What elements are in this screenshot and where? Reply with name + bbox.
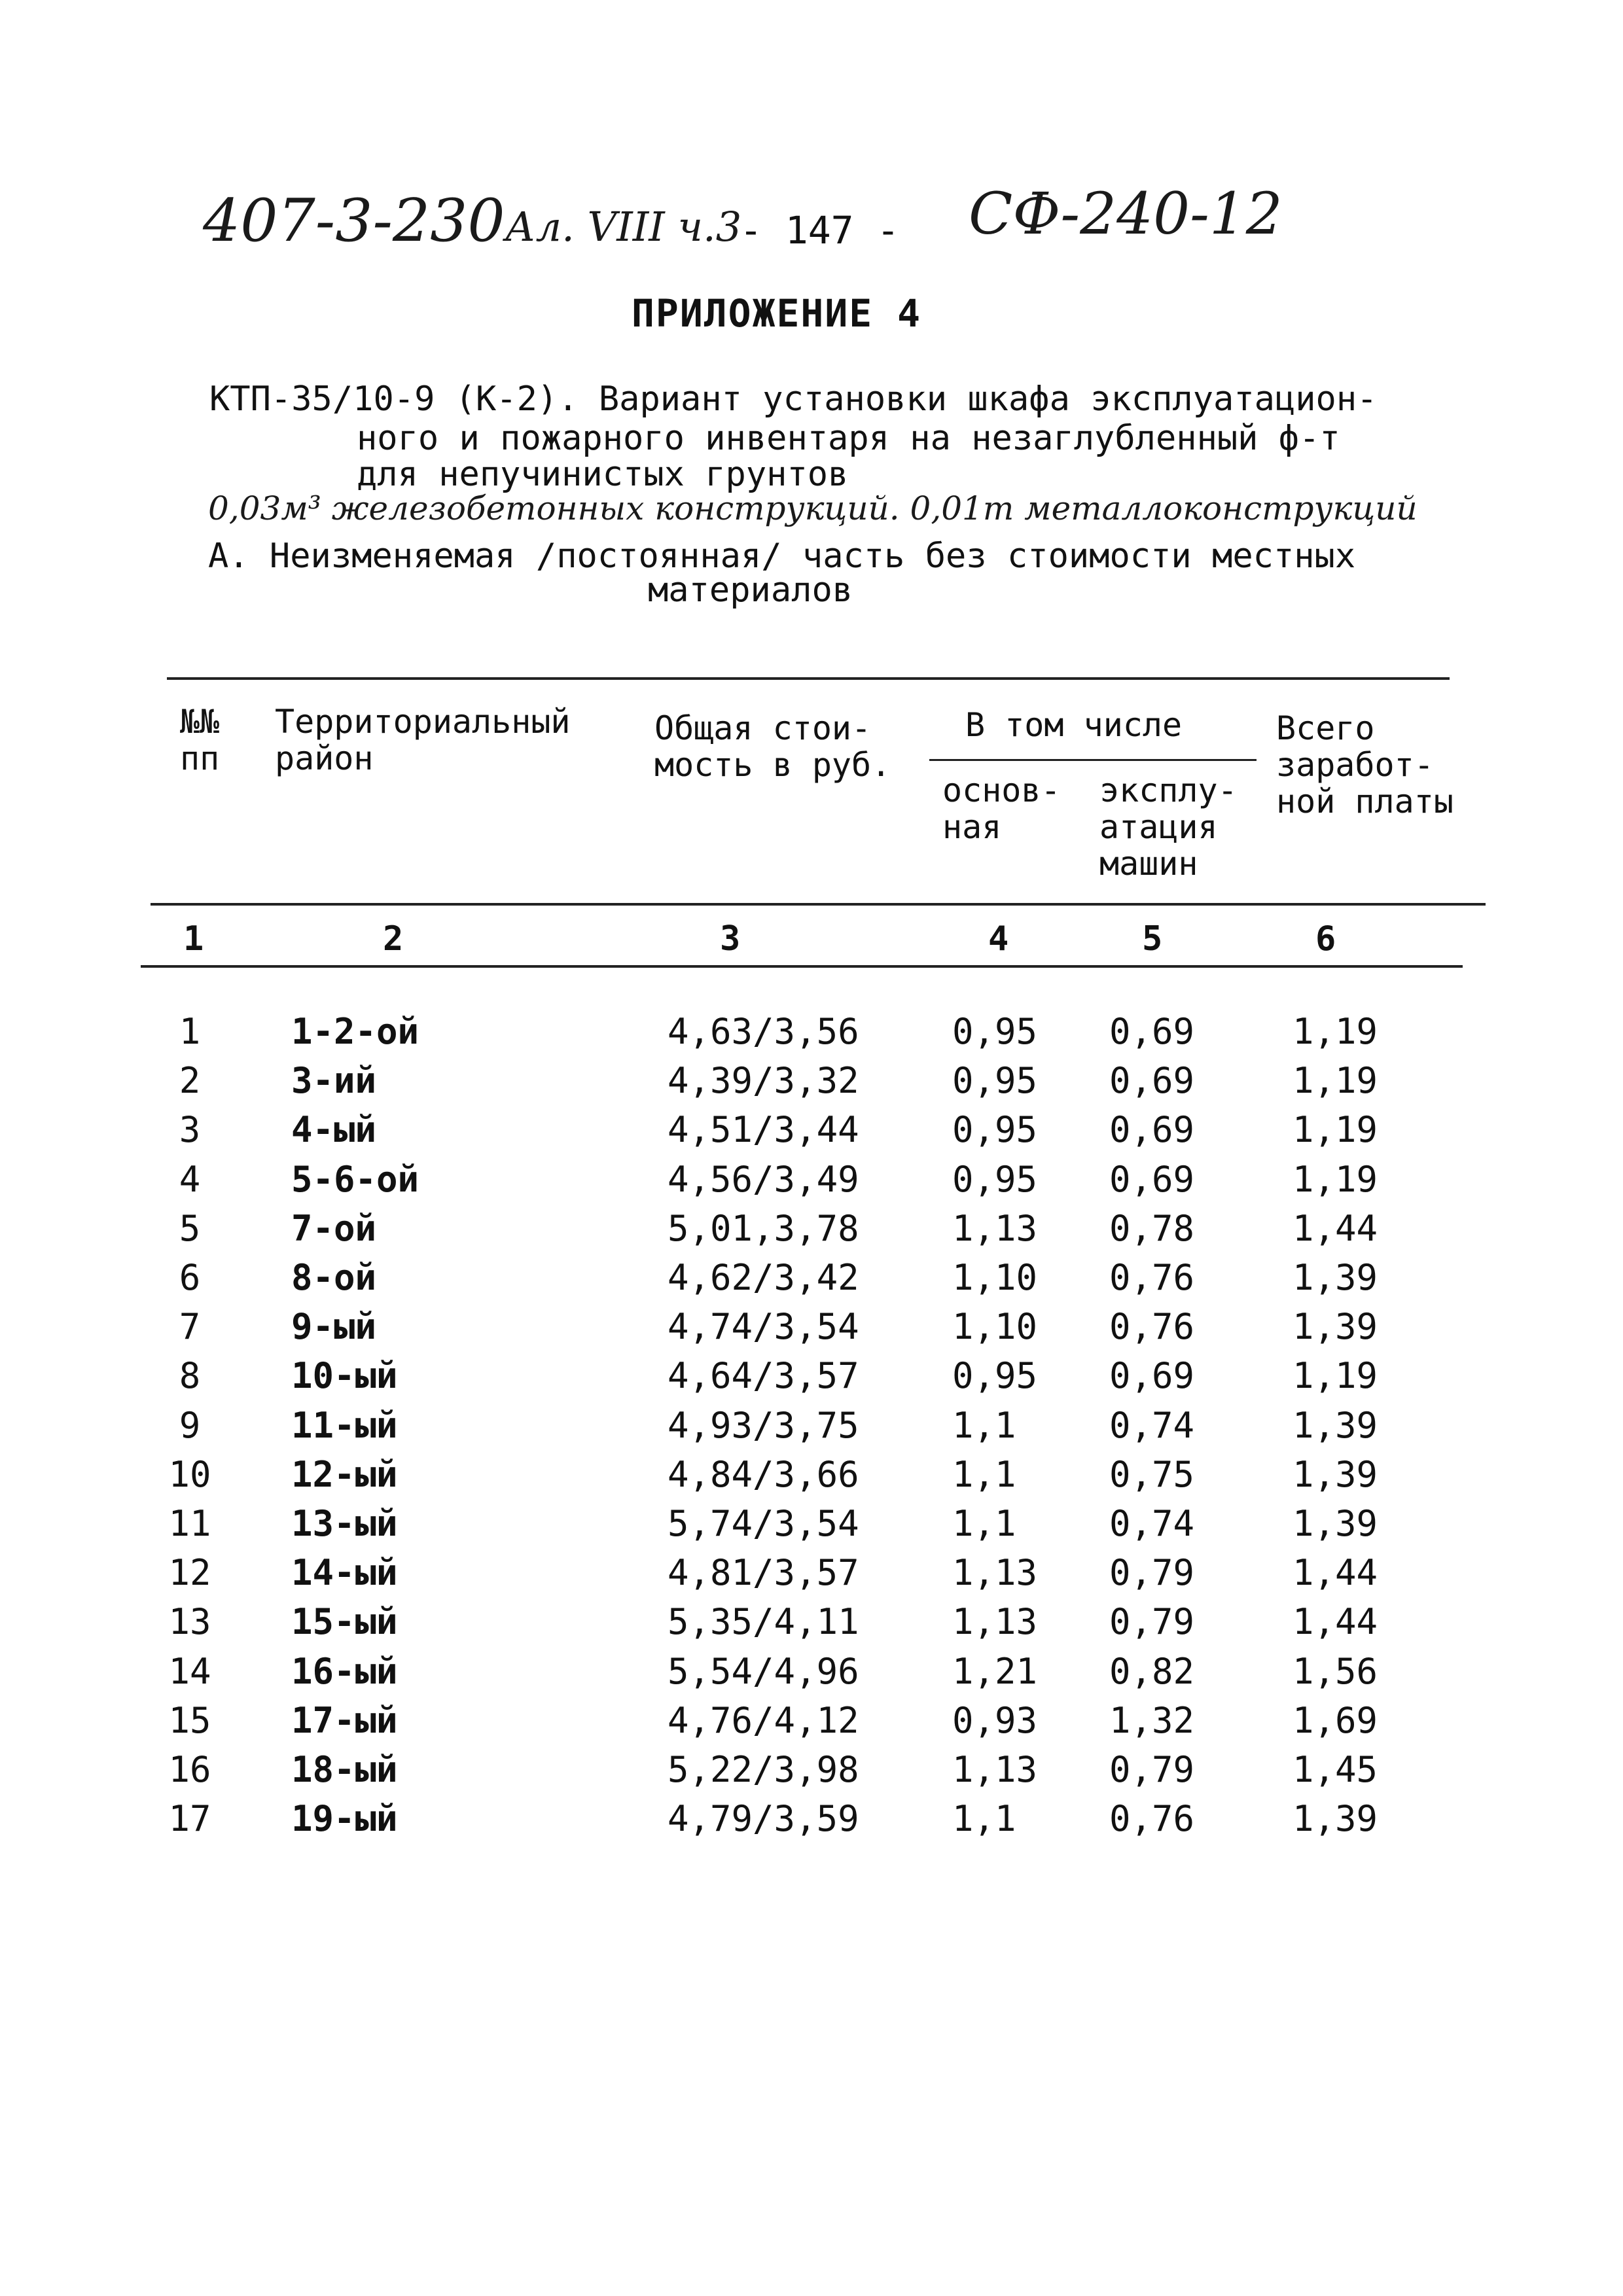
machines-cell: 0,69 [1109, 1159, 1195, 1200]
handwritten-note: 0,03м³ железобетонных конструкций. 0,01т металлоконструкций [208, 489, 1418, 527]
row-number: 5 [179, 1208, 201, 1249]
region-cell: 13-ый [291, 1503, 398, 1544]
region-cell: 15-ый [291, 1601, 398, 1642]
region-cell: 17-ый [291, 1700, 398, 1741]
machines-cell: 0,74 [1109, 1405, 1195, 1446]
main-cell: 1,13 [952, 1208, 1038, 1249]
table-top-rule [167, 677, 1450, 680]
row-number: 15 [168, 1700, 211, 1741]
wages-cell: 1,56 [1293, 1651, 1378, 1692]
total-cost-cell: 5,22/3,98 [668, 1749, 859, 1790]
main-cell: 1,10 [952, 1257, 1038, 1298]
wages-cell: 1,69 [1293, 1700, 1378, 1741]
row-number: 7 [179, 1306, 201, 1347]
machines-cell: 0,75 [1109, 1454, 1195, 1495]
machines-cell: 0,79 [1109, 1749, 1195, 1790]
row-number: 1 [179, 1011, 201, 1052]
main-cell: 0,93 [952, 1700, 1038, 1741]
column-number: 5 [1142, 919, 1163, 959]
header-wages: Всего заработ- ной платы [1276, 709, 1454, 821]
row-number: 12 [168, 1552, 211, 1593]
wages-cell: 1,44 [1293, 1601, 1378, 1642]
main-cell: 0,95 [952, 1109, 1038, 1150]
machines-cell: 0,78 [1109, 1208, 1195, 1249]
column-number: 1 [183, 919, 204, 959]
wages-cell: 1,19 [1293, 1011, 1378, 1052]
main-cell: 1,13 [952, 1749, 1038, 1790]
row-number: 6 [179, 1257, 201, 1298]
main-cell: 0,95 [952, 1355, 1038, 1396]
column-number: 4 [988, 919, 1009, 959]
machines-cell: 0,76 [1109, 1306, 1195, 1347]
machines-cell: 0,69 [1109, 1109, 1195, 1150]
total-cost-cell: 4,62/3,42 [668, 1257, 859, 1298]
row-number: 16 [168, 1749, 211, 1790]
document-code-sub: Ал. VIII ч.3 [505, 203, 742, 251]
region-cell: 7-ой [291, 1208, 377, 1249]
row-number: 10 [168, 1454, 211, 1495]
row-number: 9 [179, 1405, 201, 1446]
intro-line: КТП-35/10-9 (К-2). Вариант установки шкафа эксплуатацион- [209, 380, 1378, 419]
main-cell: 1,10 [952, 1306, 1038, 1347]
region-cell: 18-ый [291, 1749, 398, 1790]
total-cost-cell: 4,84/3,66 [668, 1454, 859, 1495]
region-cell: 16-ый [291, 1651, 398, 1692]
main-cell: 1,1 [952, 1405, 1016, 1446]
total-cost-cell: 4,93/3,75 [668, 1405, 859, 1446]
total-cost-cell: 5,74/3,54 [668, 1503, 859, 1544]
machines-cell: 0,82 [1109, 1651, 1195, 1692]
main-cell: 0,95 [952, 1060, 1038, 1101]
region-cell: 12-ый [291, 1454, 398, 1495]
appendix-title: ПРИЛОЖЕНИЕ 4 [632, 291, 922, 336]
total-cost-cell: 4,64/3,57 [668, 1355, 859, 1396]
machines-cell: 0,79 [1109, 1601, 1195, 1642]
wages-cell: 1,45 [1293, 1749, 1378, 1790]
region-cell: 9-ый [291, 1306, 377, 1347]
header-region: Территориальный район [275, 703, 571, 777]
table-colnum-rule [141, 965, 1463, 968]
total-cost-cell: 5,01,3,78 [668, 1208, 859, 1249]
wages-cell: 1,44 [1293, 1208, 1378, 1249]
column-number: 3 [720, 919, 741, 959]
machines-cell: 0,69 [1109, 1011, 1195, 1052]
wages-cell: 1,39 [1293, 1798, 1378, 1839]
row-number: 2 [179, 1060, 201, 1101]
total-cost-cell: 4,79/3,59 [668, 1798, 859, 1839]
region-cell: 1-2-ой [291, 1011, 419, 1052]
region-cell: 11-ый [291, 1405, 398, 1446]
wages-cell: 1,39 [1293, 1405, 1378, 1446]
row-number: 14 [168, 1651, 211, 1692]
row-number: 4 [179, 1159, 201, 1200]
header-total: Общая стои- мость в руб. [654, 709, 891, 784]
row-number: 13 [168, 1601, 211, 1642]
wages-cell: 1,19 [1293, 1060, 1378, 1101]
main-cell: 1,21 [952, 1651, 1038, 1692]
region-cell: 3-ий [291, 1060, 377, 1101]
wages-cell: 1,19 [1293, 1109, 1378, 1150]
machines-cell: 0,79 [1109, 1552, 1195, 1593]
table-group-rule [929, 759, 1257, 761]
main-cell: 1,1 [952, 1798, 1016, 1839]
total-cost-cell: 4,51/3,44 [668, 1109, 859, 1150]
wages-cell: 1,39 [1293, 1257, 1378, 1298]
main-cell: 0,95 [952, 1159, 1038, 1200]
region-cell: 14-ый [291, 1552, 398, 1593]
row-number: 11 [168, 1503, 211, 1544]
machines-cell: 0,69 [1109, 1060, 1195, 1101]
intro-line: для непучинистых грунтов [357, 455, 849, 494]
row-number: 17 [168, 1798, 211, 1839]
main-cell: 1,13 [952, 1601, 1038, 1642]
total-cost-cell: 5,54/4,96 [668, 1651, 859, 1692]
table-header-rule [151, 903, 1486, 906]
header-main: основ- ная [942, 771, 1061, 846]
wages-cell: 1,44 [1293, 1552, 1378, 1593]
wages-cell: 1,19 [1293, 1355, 1378, 1396]
header-machines: эксплу- атация машин [1099, 771, 1238, 883]
wages-cell: 1,19 [1293, 1159, 1378, 1200]
total-cost-cell: 4,39/3,32 [668, 1060, 859, 1101]
total-cost-cell: 4,76/4,12 [668, 1700, 859, 1741]
main-cell: 1,1 [952, 1503, 1016, 1544]
column-number: 2 [383, 919, 404, 959]
region-cell: 5-6-ой [291, 1159, 419, 1200]
section-title: А. Неизменяемая /постоянная/ часть без стоимости местных [208, 537, 1356, 576]
region-cell: 8-ой [291, 1257, 377, 1298]
row-number: 8 [179, 1355, 201, 1396]
region-cell: 10-ый [291, 1355, 398, 1396]
main-cell: 1,13 [952, 1552, 1038, 1593]
intro-line: ного и пожарного инвентаря на незаглубленный ф-т [357, 419, 1340, 458]
page-number: - 147 - [740, 208, 900, 253]
handwritten-sheet-code: СФ-240-12 [969, 180, 1283, 247]
region-cell: 4-ый [291, 1109, 377, 1150]
total-cost-cell: 5,35/4,11 [668, 1601, 859, 1642]
header-num: №№ пп [180, 703, 220, 777]
total-cost-cell: 4,74/3,54 [668, 1306, 859, 1347]
document-code: 407-3-230 [203, 186, 505, 255]
header-group: В том числе [965, 706, 1183, 744]
wages-cell: 1,39 [1293, 1454, 1378, 1495]
main-cell: 0,95 [952, 1011, 1038, 1052]
total-cost-cell: 4,56/3,49 [668, 1159, 859, 1200]
total-cost-cell: 4,63/3,56 [668, 1011, 859, 1052]
total-cost-cell: 4,81/3,57 [668, 1552, 859, 1593]
handwritten-document-code [203, 186, 741, 255]
machines-cell: 1,32 [1109, 1700, 1195, 1741]
section-title-continued: материалов [648, 571, 853, 610]
wages-cell: 1,39 [1293, 1503, 1378, 1544]
column-number: 6 [1315, 919, 1336, 959]
machines-cell: 0,74 [1109, 1503, 1195, 1544]
row-number: 3 [179, 1109, 201, 1150]
main-cell: 1,1 [952, 1454, 1016, 1495]
machines-cell: 0,76 [1109, 1257, 1195, 1298]
wages-cell: 1,39 [1293, 1306, 1378, 1347]
machines-cell: 0,76 [1109, 1798, 1195, 1839]
machines-cell: 0,69 [1109, 1355, 1195, 1396]
region-cell: 19-ый [291, 1798, 398, 1839]
